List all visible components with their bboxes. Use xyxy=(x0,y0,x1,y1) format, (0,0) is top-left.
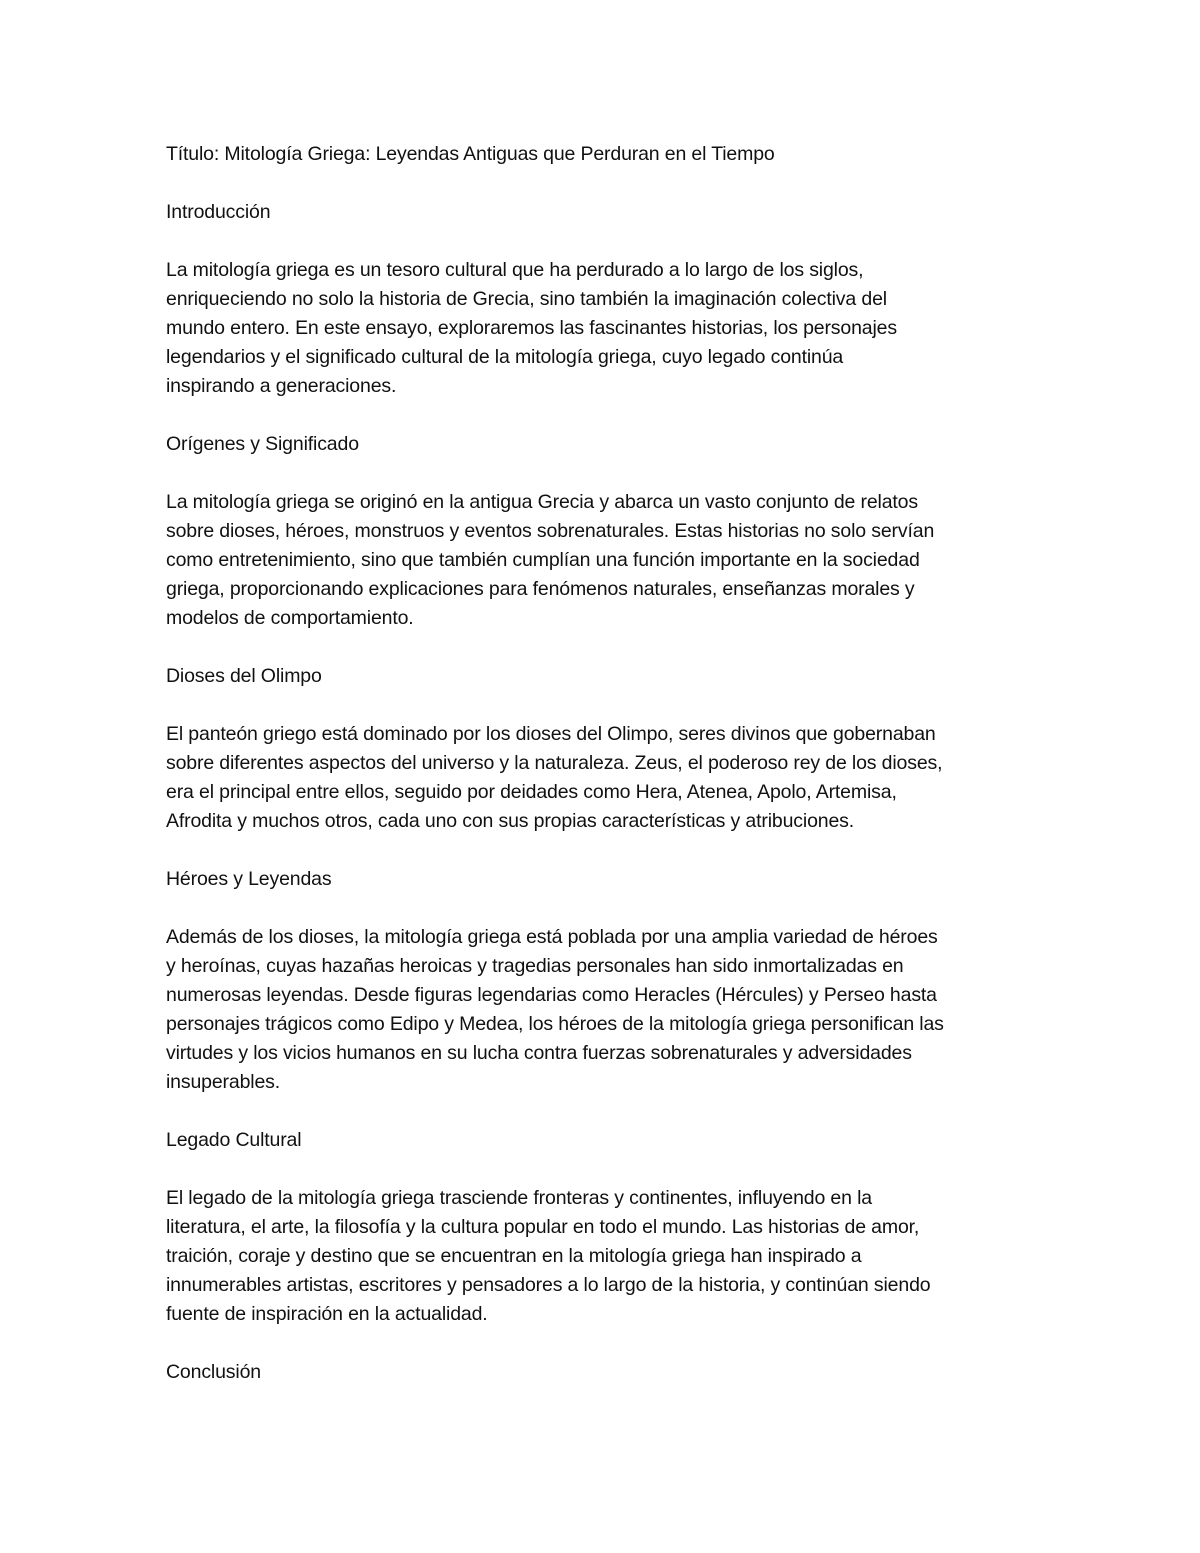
paragraph-introduccion xyxy=(166,256,1046,401)
paragraph-line: La mitología griega se originó en la antigua Grecia y abarca un vasto conjunto de relatos xyxy=(166,491,918,513)
paragraph-line: Afrodita y muchos otros, cada uno con sus propias características y atribuciones. xyxy=(166,810,855,832)
paragraph-line: El panteón griego está dominado por los dioses del Olimpo, seres divinos que gobernaban xyxy=(166,723,936,745)
paragraph-line: modelos de comportamiento. xyxy=(166,607,414,629)
paragraph-line: como entretenimiento, sino que también cumplían una función importante en la sociedad xyxy=(166,549,920,571)
paragraph-line: sobre dioses, héroes, monstruos y eventos sobrenaturales. Estas historias no solo servían xyxy=(166,520,935,542)
section-heading-heroes: Héroes y Leyendas xyxy=(166,868,332,890)
paragraph-legado xyxy=(166,1184,1046,1329)
paragraph-line: fuente de inspiración en la actualidad. xyxy=(166,1303,488,1325)
paragraph-heroes xyxy=(166,923,1046,1097)
document-body xyxy=(166,140,1046,1416)
paragraph-dioses xyxy=(166,720,1046,836)
paragraph-line: traición, coraje y destino que se encuentran en la mitología griega han inspirado a xyxy=(166,1245,862,1267)
paragraph-line: personajes trágicos como Edipo y Medea, los héroes de la mitología griega personifican las xyxy=(166,1013,944,1035)
paragraph-line: enriqueciendo no solo la historia de Grecia, sino también la imaginación colectiva del xyxy=(166,288,887,310)
paragraph-line: sobre diferentes aspectos del universo y la naturaleza. Zeus, el poderoso rey de los dioses, xyxy=(166,752,943,774)
paragraph-line: Además de los dioses, la mitología griega está poblada por una amplia variedad de héroes xyxy=(166,926,938,948)
section-heading-legado: Legado Cultural xyxy=(166,1129,302,1151)
paragraph-line: y heroínas, cuyas hazañas heroicas y tragedias personales han sido inmortalizadas en xyxy=(166,955,904,977)
paragraph-line: virtudes y los vicios humanos en su lucha contra fuerzas sobrenaturales y adversidades xyxy=(166,1042,912,1064)
paragraph-line: innumerables artistas, escritores y pensadores a lo largo de la historia, y continúan siendo xyxy=(166,1274,931,1296)
paragraph-line: mundo entero. En este ensayo, exploraremos las fascinantes historias, los personajes xyxy=(166,317,897,339)
paragraph-line: La mitología griega es un tesoro cultural que ha perdurado a lo largo de los siglos, xyxy=(166,259,864,281)
paragraph-line: era el principal entre ellos, seguido por deidades como Hera, Atenea, Apolo, Artemisa, xyxy=(166,781,897,803)
section-heading-dioses: Dioses del Olimpo xyxy=(166,665,322,687)
paragraph-line: numerosas leyendas. Desde figuras legendarias como Heracles (Hércules) y Perseo hasta xyxy=(166,984,937,1006)
paragraph-line: insuperables. xyxy=(166,1071,281,1093)
paragraph-line: El legado de la mitología griega trasciende fronteras y continentes, influyendo en la xyxy=(166,1187,872,1209)
paragraph-line: literatura, el arte, la filosofía y la cultura popular en todo el mundo. Las historias de amor, xyxy=(166,1216,920,1238)
document-title: Título: Mitología Griega: Leyendas Antiguas que Perduran en el Tiempo xyxy=(166,143,775,165)
paragraph-origenes xyxy=(166,488,1046,633)
paragraph-line: legendarios y el significado cultural de la mitología griega, cuyo legado continúa xyxy=(166,346,844,368)
paragraph-line: griega, proporcionando explicaciones para fenómenos naturales, enseñanzas morales y xyxy=(166,578,915,600)
section-heading-origenes: Orígenes y Significado xyxy=(166,433,359,455)
section-heading-conclusion: Conclusión xyxy=(166,1361,261,1383)
section-heading-introduccion: Introducción xyxy=(166,201,271,223)
paragraph-line: inspirando a generaciones. xyxy=(166,375,397,397)
